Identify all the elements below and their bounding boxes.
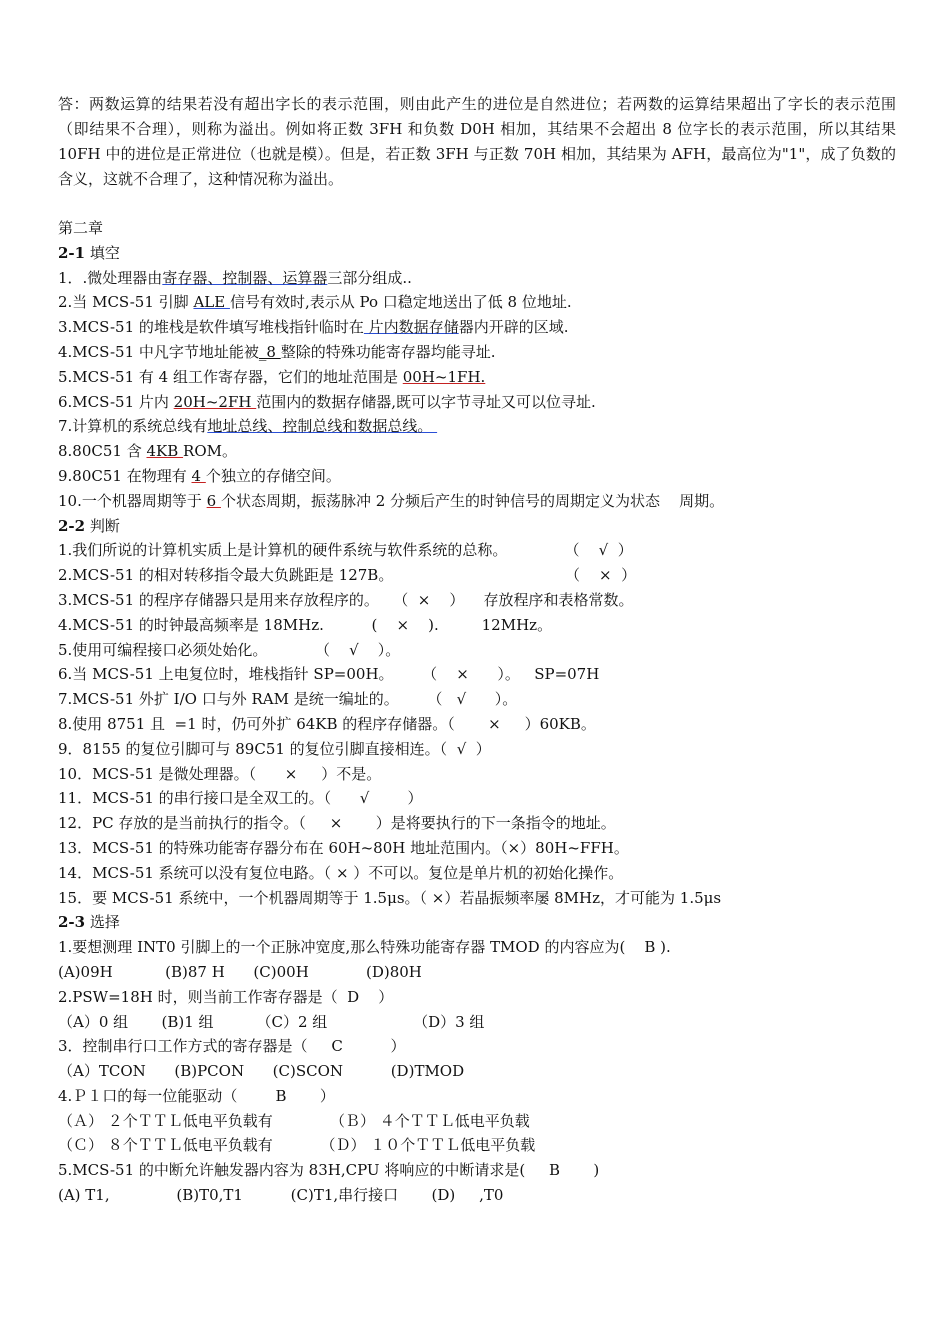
answer-paragraph: 答：两数运算的结果若没有超出字长的表示范围，则由此产生的进位是自然进位；若两数的运算结果超出了字长的表示范围（即结果不合理），则称为溢出。例如将正数 3FH 和负数 D0H 相加，其结果不会超出 8 位字长的表示范围，所以其结果 10FH 中的进位是正常进位（也就是模）。但是，若正数 3FH 与正数 70H 相加，其结果为 AFH，最高位为"1"，成了负数的含义，这就不合理了，这种情况称为溢出。 — [58, 95, 896, 188]
judge-item: 4.MCS-51 的时钟最高频率是 18MHz. ( × ). 12MHz。 — [58, 615, 553, 634]
choice-line: 2.PSW=18H 时，则当前工作寄存器是（ D ） — [58, 987, 394, 1006]
fill-question-7: 7.计算机的系统总线有地址总线、控制总线和数据总线。 — [58, 417, 438, 436]
judge-item: 14．MCS-51 系统可以没有复位电路。（ × ）不可以。复位是单片机的初始化操作。 — [58, 863, 624, 882]
chapter-body — [58, 216, 918, 1208]
choice-line: （A）TCON (B)PCON (C)SCON (D)TMOD — [58, 1062, 465, 1081]
section-heading-2-1: 2-1 填空 — [58, 243, 120, 262]
fill-question-3: 3.MCS-51 的堆栈是软件填写堆栈指针临时在 片内数据存储器内开辟的区域. — [58, 318, 569, 337]
choice-line: (A) T1, (B)T0,T1 (C)T1,串行接口 (D) ,T0 — [58, 1186, 504, 1205]
fill-question-4: 4.MCS-51 中凡字节地址能被_8 整除的特殊功能寄存器均能寻址. — [58, 342, 496, 361]
fill-question-1: 1．.微处理器由寄存器、控制器、运算器三部分组成.. — [58, 268, 412, 287]
chapter-title: 第二章 — [58, 219, 104, 237]
choice-line: 5.MCS-51 的中断允许触发器内容为 83H,CPU 将响应的中断请求是( B ) — [58, 1161, 600, 1180]
choice-line: （A）0 组 (B)1 组 （C）2 组 （D）3 组 — [58, 1012, 485, 1031]
choice-line: （Ａ） ２个ＴＴＬ低电平负载有 （Ｂ） ４个ＴＴＬ低电平负载 — [58, 1111, 530, 1130]
judge-item: 11．MCS-51 的串行接口是全双工的。（ √ ） — [58, 789, 423, 808]
fill-question-10: 10.一个机器周期等于 6 个状态周期，振荡脉冲 2 分频后产生的时钟信号的周期定义为状态 周期。 — [58, 491, 725, 510]
section-heading-2-2: 2-2 判断 — [58, 516, 120, 535]
choice-line: （Ｃ） ８个ＴＴＬ低电平负载有 （Ｄ） １０个ＴＴＬ低电平负载 — [58, 1136, 536, 1155]
judge-item: 7.MCS-51 外扩 I/O 口与外 RAM 是统一编址的。 （ √ ）。 — [58, 690, 518, 709]
judge-item: 9．8155 的复位引脚可与 89C51 的复位引脚直接相连。（ √ ） — [58, 739, 491, 758]
judge-item: 8.使用 8751 且 =1 时，仍可外扩 64KB 的程序存储器。（ × ）60KB。 — [58, 714, 596, 733]
fill-question-6: 6.MCS-51 片内 20H~2FH 范围内的数据存储器,既可以字节寻址又可以位寻址. — [58, 392, 596, 411]
judge-item: 1.我们所说的计算机实质上是计算机的硬件系统与软件系统的总称。 （ √ ） — [58, 541, 633, 560]
judge-item: 2.MCS-51 的相对转移指令最大负跳距是 127B。 （ × ） — [58, 566, 637, 585]
judge-item: 5.使用可编程接口必须处始化。 （ √ ）。 — [58, 640, 401, 659]
section-heading-2-3: 2-3 选择 — [58, 913, 120, 932]
choice-line: 3．控制串行口工作方式的寄存器是（ C ） — [58, 1037, 406, 1056]
judge-item: 12．PC 存放的是当前执行的指令。（ × ）是将要执行的下一条指令的地址。 — [58, 814, 616, 833]
judge-item: 13．MCS-51 的特殊功能寄存器分布在 60H~80H 地址范围内。（×）80H~FFH。 — [58, 838, 629, 857]
judge-item: 10．MCS-51 是微处理器。（ × ）不是。 — [58, 764, 382, 783]
judge-item: 6.当 MCS-51 上电复位时，堆栈指针 SP=00H。 （ × ）。 SP=07H — [58, 665, 600, 684]
fill-question-9: 9.80C51 在物理有 4 个独立的存储空间。 — [58, 466, 341, 485]
choice-line: 4.Ｐ１口的每一位能驱动（ B ） — [58, 1086, 335, 1105]
fill-question-2: 2.当 MCS-51 引脚 ALE 信号有效时,表示从 Po 口稳定地送出了低 8 位地址. — [58, 293, 572, 312]
choice-line: (A)09H (B)87 H (C)00H (D)80H — [58, 962, 422, 981]
choice-line: 1.要想测理 INT0 引脚上的一个正脉冲宽度,那么特殊功能寄存器 TMOD 的内容应为( B ). — [58, 938, 671, 957]
judge-item: 3.MCS-51 的程序存储器只是用来存放程序的。 （ × ） 存放程序和表格常数。 — [58, 590, 634, 609]
fill-question-8: 8.80C51 含 4KB ROM。 — [58, 442, 237, 461]
fill-question-5: 5.MCS-51 有 4 组工作寄存器，它们的地址范围是 00H~1FH. — [58, 367, 486, 386]
judge-item: 15．要 MCS-51 系统中，一个机器周期等于 1.5μs。（ ×）若晶振频率屡 8MHz，才可能为 1.5μs — [58, 888, 722, 907]
